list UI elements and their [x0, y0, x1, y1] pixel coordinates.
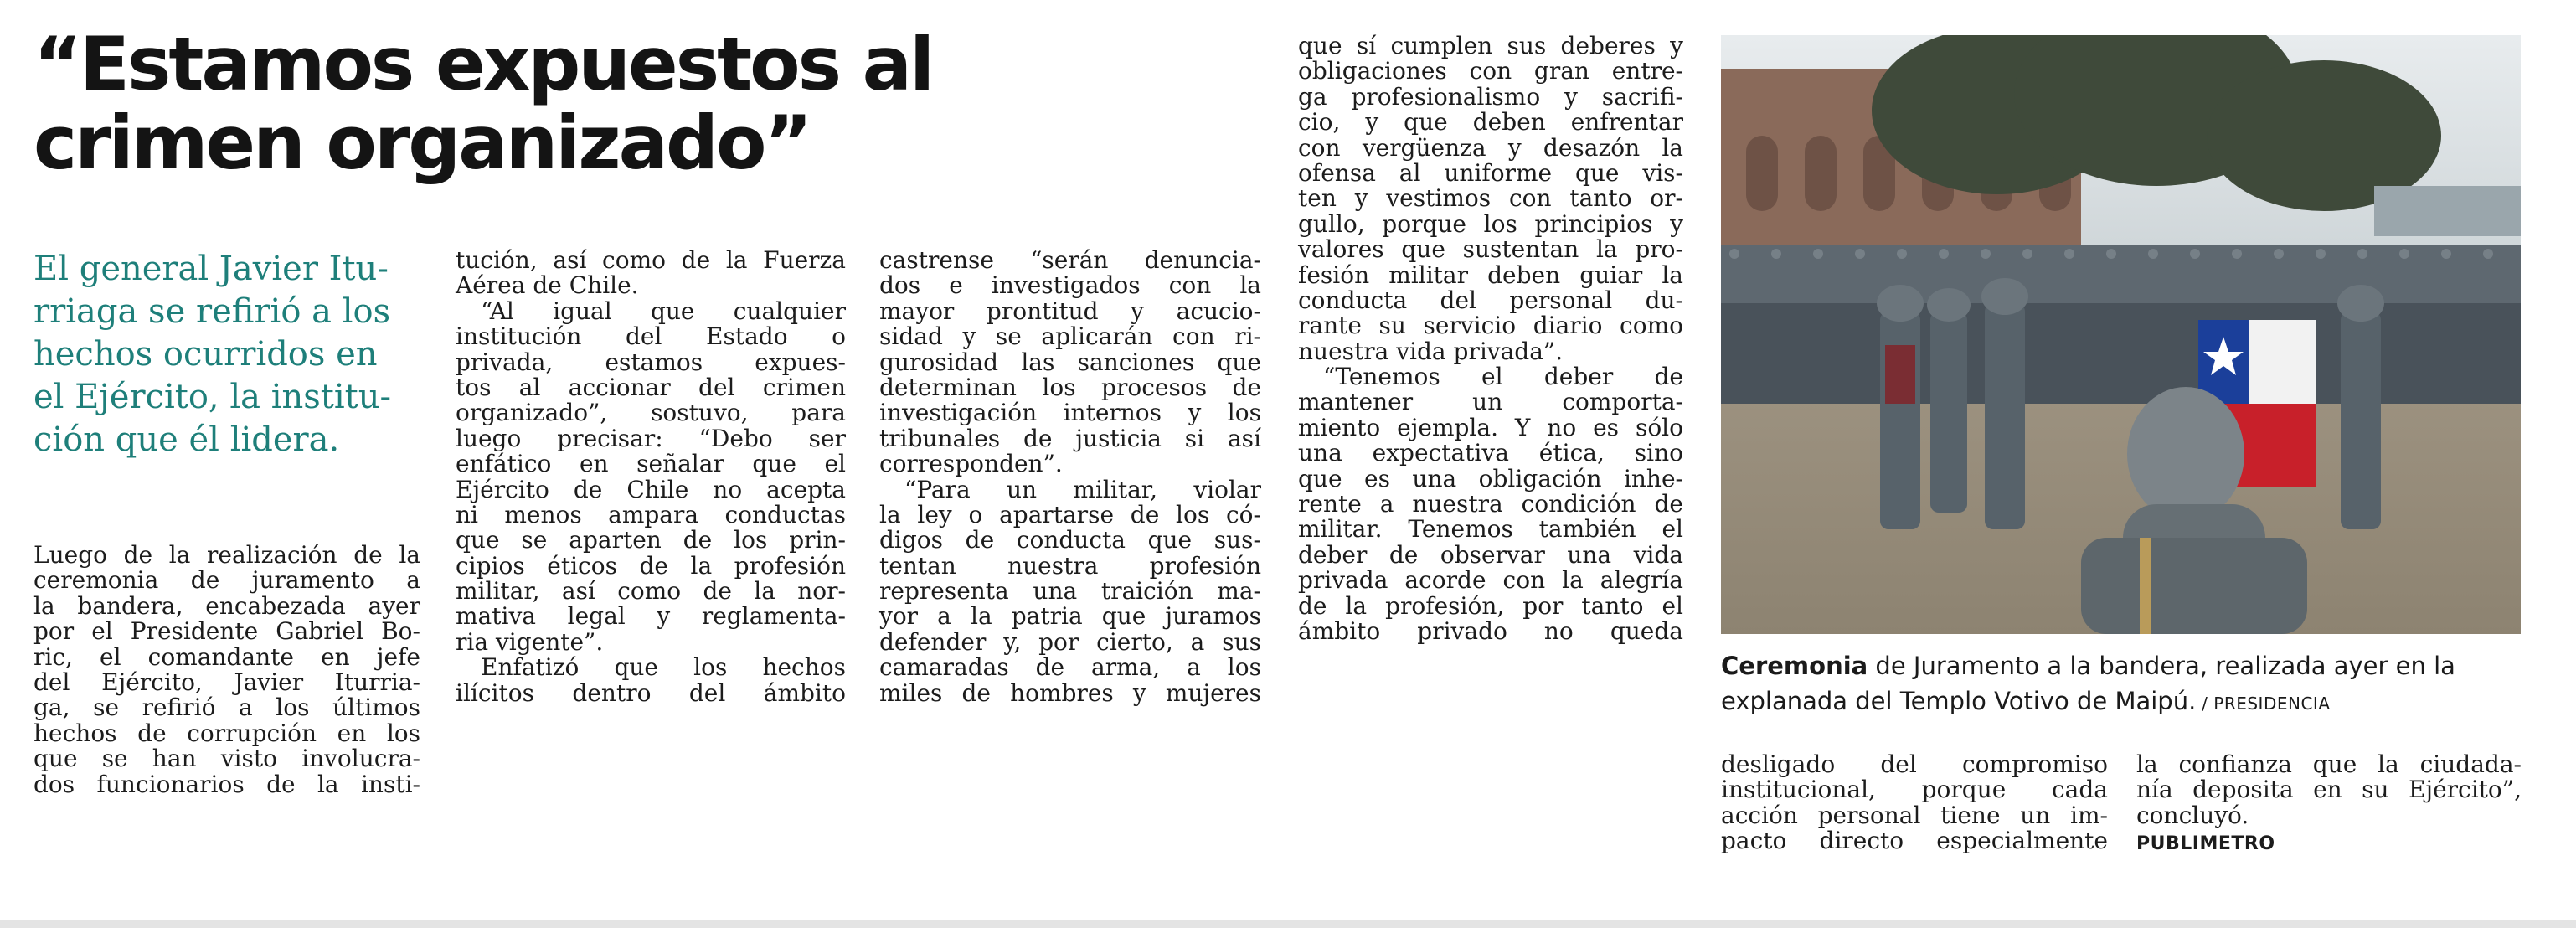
body-line: privada, estamos expues- — [456, 348, 846, 376]
caption-text-2: explanada del Templo Votivo de Maipú. — [1721, 687, 2197, 715]
body-line: corresponden”. — [879, 450, 1063, 478]
body-line: gullo, porque los principios y — [1298, 209, 1683, 238]
body-line: ric, el comandante en jefe — [33, 642, 420, 671]
photo-caption — [1721, 648, 2525, 721]
body-line: yor a la patria que juramos — [879, 602, 1261, 631]
photo-credit: / PRESIDENCIA — [2196, 693, 2331, 714]
body-line: sidad y se aplicarán con ri- — [879, 322, 1261, 351]
body-line: miento ejempla. Y no es sólo — [1298, 413, 1683, 441]
body-line: del Ejército, Javier Iturria- — [33, 668, 420, 696]
body-line: deber de observar una vida — [1298, 540, 1683, 569]
body-line: de la profesión, por tanto el — [1298, 591, 1683, 620]
body-line: investigación internos y los — [879, 399, 1261, 427]
body-line: dos funcionarios de la insti- — [33, 770, 420, 798]
body-line: mayor prontitud y acucio- — [879, 296, 1261, 325]
body-line: defender y, por cierto, a sus — [879, 627, 1261, 656]
body-line: acción personal tiene un im- — [1721, 801, 2108, 829]
body-line: castrense “serán denuncia- — [879, 246, 1261, 274]
body-line: institucional, porque cada — [1721, 776, 2108, 804]
body-line: dos e investigados con la — [879, 271, 1261, 300]
body-line: Enfatizó que los hechos — [481, 653, 846, 682]
body-line: nía deposita en su Ejército”, — [2136, 776, 2522, 804]
body-line: privada acorde con la alegría — [1298, 566, 1683, 595]
body-line: Aérea de Chile. — [456, 271, 639, 300]
body-line: hechos de corrupción en los — [33, 719, 420, 747]
body-line: la ley o apartarse de los có- — [879, 500, 1261, 528]
caption-lead: Ceremonia — [1721, 652, 1868, 680]
body-line: ria vigente”. — [456, 627, 604, 656]
body-line: obligaciones con gran entre- — [1298, 57, 1683, 85]
body-line: miles de hombres y mujeres — [879, 678, 1261, 707]
body-line: mativa legal y reglamenta- — [456, 602, 846, 631]
body-line: con vergüenza y desazón la — [1298, 133, 1683, 162]
body-line: representa una traición ma- — [879, 577, 1261, 606]
caption-text: de Juramento a la bandera, realizada ayer en la — [1868, 652, 2455, 680]
body-line: rente a nuestra condición de — [1298, 490, 1683, 518]
body-line: “Tenemos el deber de — [1323, 363, 1683, 391]
body-line: una expectativa ética, sino — [1298, 439, 1683, 467]
body-line: cio, y que deben enfrentar — [1298, 108, 1683, 137]
body-column-6 — [2136, 752, 2522, 858]
body-line: enfático en señalar que el — [456, 450, 846, 478]
body-column-4 — [1298, 34, 1683, 644]
body-line: luego precisar: “Debo ser — [456, 424, 846, 452]
body-line: institución del Estado o — [456, 322, 846, 351]
body-line: ámbito privado no queda — [1298, 616, 1683, 645]
body-line: rante su servicio diario como — [1298, 312, 1683, 340]
body-line: tos al accionar del crimen — [456, 373, 846, 401]
deck-line: rriaga se refirió a los — [33, 292, 391, 331]
body-line: desligado del compromiso — [1721, 750, 2108, 778]
body-line: la confianza que la ciudada- — [2136, 750, 2522, 778]
body-line: nuestra vida privada”. — [1298, 337, 1564, 365]
body-line: gurosidad las sanciones que — [879, 348, 1261, 376]
caption-line-2 — [1721, 683, 2525, 721]
caption-line-1 — [1721, 648, 2525, 683]
body-column-1 — [33, 543, 420, 797]
body-line: ga, se refirió a los últimos — [33, 693, 420, 722]
body-line: tución, así como de la Fuerza — [456, 246, 846, 274]
headline — [33, 21, 1273, 186]
body-line: Ejército de Chile no acepta — [456, 475, 846, 503]
body-line: que se aparten de los prin- — [456, 526, 846, 554]
deck-line: El general Javier Itu- — [33, 250, 389, 288]
body-line: pacto directo especialmente — [1721, 827, 2108, 855]
body-column-5 — [1721, 752, 2108, 854]
body-line: tentan nuestra profesión — [879, 551, 1261, 580]
body-line: tribunales de justicia si así — [879, 424, 1261, 452]
body-line: militar, así como de la nor- — [456, 577, 846, 606]
body-line: concluyó. — [2136, 801, 2249, 829]
deck — [33, 248, 427, 461]
body-column-2 — [456, 248, 846, 706]
headline-line-2: crimen organizado” — [33, 100, 811, 186]
body-line: ten y vestimos con tanto or- — [1298, 184, 1683, 213]
body-line: conducta del personal du- — [1298, 286, 1683, 314]
body-line: ni menos ampara conductas — [456, 500, 846, 528]
body-line: organizado”, sostuvo, para — [456, 399, 846, 427]
body-column-3 — [879, 248, 1261, 706]
body-line: determinan los procesos de — [879, 373, 1261, 401]
body-line: Luego de la realización de la — [33, 541, 420, 569]
body-line: que sí cumplen sus deberes y — [1298, 32, 1683, 59]
byline-signature: PUBLIMETRO — [2136, 833, 2275, 855]
body-line: “Al igual que cualquier — [481, 296, 846, 325]
body-line: “Para un militar, violar — [904, 475, 1261, 503]
body-line: por el Presidente Gabriel Bo- — [33, 617, 420, 646]
body-line: cipios éticos de la profesión — [456, 551, 846, 580]
body-line: ceremonia de juramento a — [33, 566, 420, 595]
body-line: que es una obligación inhe- — [1298, 464, 1683, 492]
headline-line-1: “Estamos expuestos al — [33, 21, 933, 107]
body-line: fesión militar deben guiar la — [1298, 260, 1683, 289]
body-line: la bandera, encabezada ayer — [33, 591, 420, 620]
body-line: ga profesionalismo y sacrifi- — [1298, 82, 1683, 111]
ceremony-photo-illustration — [1721, 35, 2521, 634]
body-line: digos de conducta que sus- — [879, 526, 1261, 554]
body-line: ilícitos dentro del ámbito — [456, 678, 846, 707]
body-line: que se han visto involucra- — [33, 745, 420, 773]
body-line: valores que sustentan la pro- — [1298, 235, 1683, 264]
body-line: ofensa al uniforme que vis- — [1298, 158, 1683, 187]
deck-line: el Ejército, la institu- — [33, 378, 392, 416]
ceremony-photo — [1721, 35, 2521, 634]
deck-line: hechos ocurridos en — [33, 335, 378, 374]
bottom-rule — [0, 920, 2576, 928]
body-line: camaradas de arma, a los — [879, 653, 1261, 682]
body-line: militar. Tenemos también el — [1298, 515, 1683, 544]
deck-line: ción que él lidera. — [33, 420, 340, 459]
body-line: mantener un comporta- — [1298, 388, 1683, 416]
